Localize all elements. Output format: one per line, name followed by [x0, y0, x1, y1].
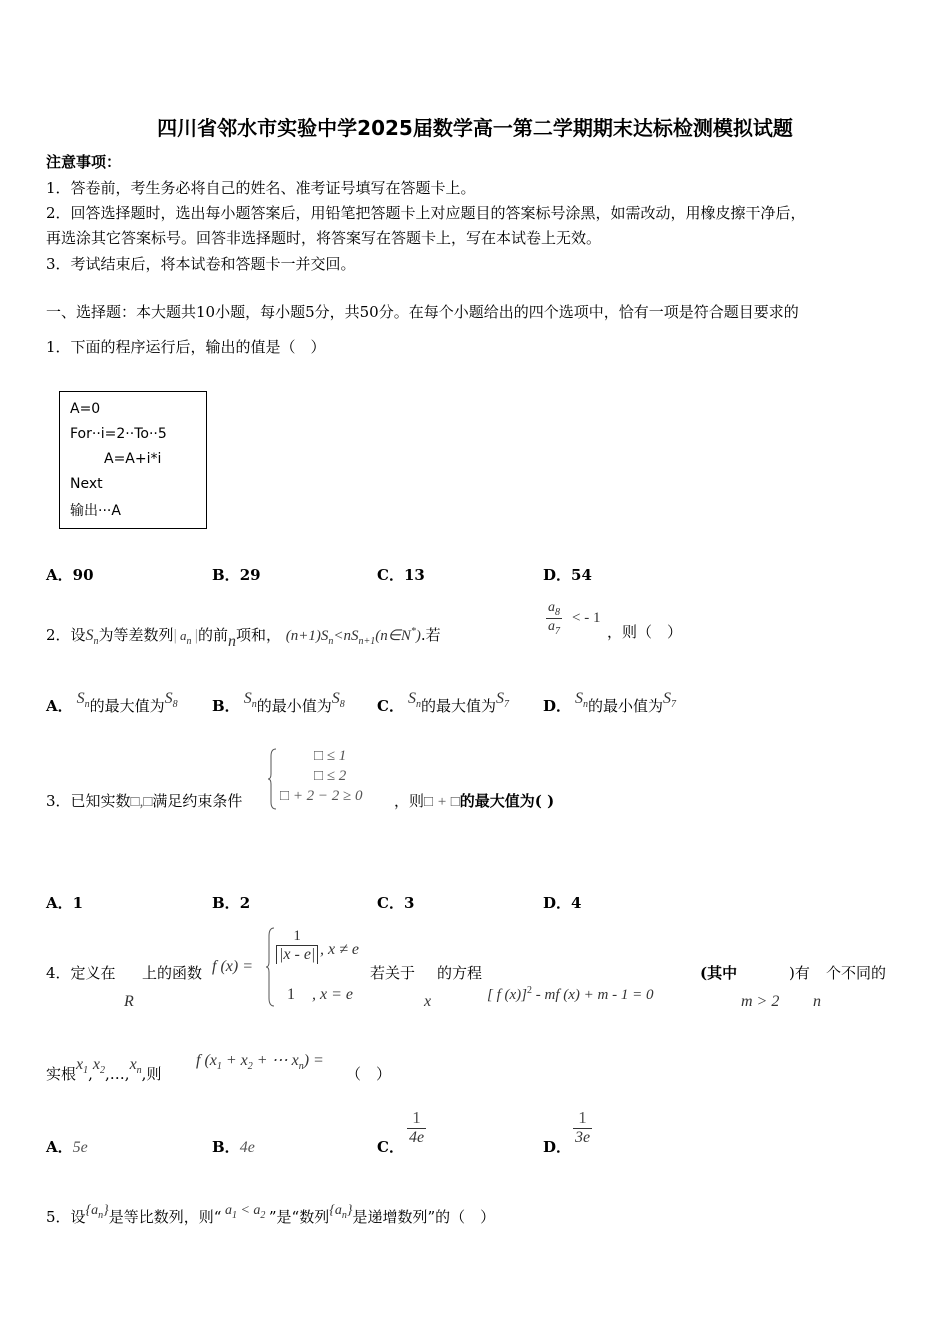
q4-sum-expression: f ($x_1 + x_2$ + ⋯ $x_n$) = — [196, 1052, 324, 1072]
q4-answer-paren: （ ） — [346, 1065, 392, 1083]
q1-option-b: B．29 — [212, 566, 261, 584]
code-line: A=0 — [70, 401, 101, 417]
piecewise-case-1: $\frac{1}{|x - e|}$ — [276, 928, 318, 964]
q2-option-d: D． $S_n$的最小值为$S_7$ — [543, 690, 677, 715]
section-heading: 一、选择题：本大题共10小题，每小题5分，共50分。在每个小题给出的四个选项中，恰有一项是符合题目要求的 — [46, 303, 799, 321]
q2-option-c: C． $S_n$的最大值为$S_7$ — [377, 690, 509, 715]
code-line: Next — [70, 476, 103, 492]
q1-option-d: D．54 — [543, 566, 592, 584]
code-line: 输出···A — [70, 503, 121, 519]
q1-option-a: A．90 — [46, 566, 94, 584]
constraint-brace — [268, 748, 278, 810]
q1-option-c: C．13 — [377, 566, 425, 584]
page-title: 四川省邻水市实验中学2025届数学高一第二学期期末达标检测模拟试题 — [157, 116, 793, 140]
q2-ratio-fraction: $\frac{a_8}{a_7}$ — [548, 600, 560, 637]
q4-option-b: B．4e — [212, 1138, 255, 1156]
q2-option-b: B． $S_n$的最小值为$S_8$ — [212, 690, 345, 715]
constraint-2: □ ≤ 2 — [314, 768, 347, 784]
q4-option-d-fraction: $\frac{1}{3e}$ — [575, 1108, 591, 1146]
piecewise-case-2: 1 — [287, 986, 295, 1003]
notice-item-2-cont: 再选涂其它答案标号。回答非选择题时，将答案写在答题卡上，写在本试卷上无效。 — [46, 229, 602, 247]
q4-domain-R: R — [124, 993, 134, 1010]
q4-option-c: C． — [377, 1138, 404, 1156]
q4-equation: [ f (x)]$^2$ - mf (x) + m - 1 = 0 — [487, 985, 654, 1003]
code-line: For··i=2··To··5 — [70, 426, 167, 442]
question-3-stem: 3．已知实数□,□满足约束条件 — [46, 792, 243, 810]
q3-option-c: C．3 — [377, 894, 415, 912]
q3-option-b: B．2 — [212, 894, 251, 912]
q4-text-1: 上的函数 — [142, 964, 203, 982]
q2-stem-end: ，则（ ） — [607, 623, 683, 641]
constraint-1: □ ≤ 1 — [314, 748, 347, 764]
program-code-box — [59, 391, 207, 529]
q3-option-d: D．4 — [543, 894, 582, 912]
q4-text-4: (其中 — [700, 964, 738, 982]
question-5-stem: 5．设$\{a_n\}$是等比数列，则“ $a_1 < a_2$ ”是“数列$\{a_n\}$是递增数列”的（ ） — [46, 1203, 496, 1226]
q4-text-5: )有 — [789, 964, 810, 982]
q4-option-a: A．5e — [46, 1138, 88, 1156]
q4-var-n: n — [813, 993, 821, 1010]
q4-var-x: x — [424, 993, 432, 1010]
question-3-stem-end: ，则□ + □的最大值为( ) — [394, 792, 555, 810]
constraint-3: □ + 2 − 2 ≥ 0 — [280, 788, 363, 804]
notice-item-2: 2．回答选择题时，选出每小题答案后，用铅笔把答题卡上对应题目的答案标号涂黑，如需改动，用橡皮擦干净后， — [46, 204, 806, 222]
piecewise-brace — [266, 927, 276, 1007]
q2-ratio-inequality: < - 1 — [572, 610, 601, 626]
q4-text-2: 若关于 — [370, 964, 416, 982]
q4-text-3: 的方程 — [437, 964, 483, 982]
question-4-line-2: 实根$x_1,x_2,\dots,x_n$,则 — [46, 1056, 162, 1083]
q4-option-c-fraction: $\frac{1}{4e}$ — [409, 1108, 425, 1146]
q4-text-6: 个不同的 — [826, 964, 887, 982]
piecewise-case-1-cond: , x ≠ e — [320, 941, 359, 958]
question-1-stem: 1．下面的程序运行后，输出的值是（ ） — [46, 338, 326, 356]
q4-option-d: D． — [543, 1138, 572, 1156]
q4-m-condition: m > 2 — [741, 993, 780, 1010]
code-line: A=A+i*i — [104, 451, 162, 467]
notice-item-1: 1．答卷前，考生务必将自己的姓名、准考证号填写在答题卡上。 — [46, 179, 476, 197]
q3-option-a: A．1 — [46, 894, 84, 912]
piecewise-case-2-cond: , x = e — [312, 986, 353, 1003]
notice-heading: 注意事项： — [46, 153, 122, 171]
question-2-stem: 2．设$S_n$为等差数列| $a_n$ |的前n项和， $(n+1)S_n<nS_{n+1}(n\in N^*)$.若 — [46, 626, 441, 650]
notice-item-3: 3．考试结束后，将本试卷和答题卡一并交回。 — [46, 255, 356, 273]
q4-fx: f (x) = — [212, 958, 253, 975]
question-4-num: 4．定义在 — [46, 964, 116, 982]
q2-option-a: A． $S_n$的最大值为$S_8$ — [46, 690, 178, 715]
